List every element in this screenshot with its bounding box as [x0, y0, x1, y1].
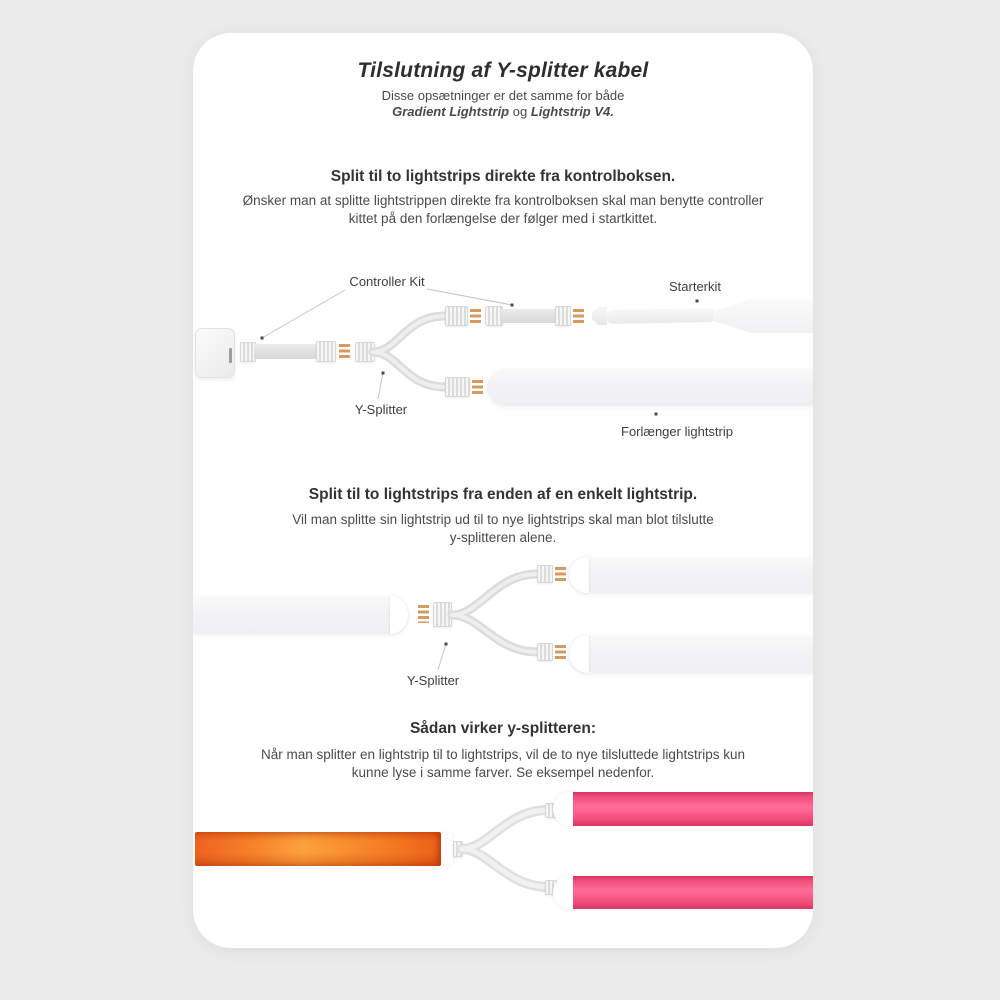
- lightstrip-end-cap: [441, 833, 453, 865]
- section-2-body-line-2: y-splitteren alene.: [449, 529, 557, 545]
- subtitle-line-2: [193, 104, 813, 120]
- connector-pins: [472, 380, 483, 395]
- controller-box-slot: [229, 348, 232, 363]
- connector-pins: [555, 645, 566, 659]
- section-3-heading: Sådan virker y-splitteren:: [409, 720, 597, 737]
- subtitle-product-1: Gradient Lightstrip: [392, 103, 510, 119]
- section-1-body: [193, 192, 813, 227]
- section-3-body-line-2: kunne lyse i samme farver. Se eksempel nedenfor.: [351, 764, 655, 780]
- connector-head: [537, 565, 553, 583]
- lightstrip-end-cap: [390, 596, 408, 634]
- lightstrip-end-cap: [569, 557, 589, 593]
- section-2-body: [193, 511, 813, 546]
- connector-pins: [573, 309, 584, 324]
- pink-lightstrip-bottom: [573, 876, 813, 909]
- connector-head: [445, 377, 470, 397]
- instruction-card: [193, 33, 813, 948]
- connector-pins: [339, 344, 350, 360]
- connector-pins: [418, 605, 429, 623]
- subtitle-line-1: Disse opsætninger er det samme for både: [381, 88, 625, 103]
- extension-lightstrip: [487, 368, 813, 406]
- section-3-body: [193, 746, 813, 781]
- subtitle-connector-word: og: [509, 103, 531, 119]
- label-controller-kit: Controller Kit: [349, 274, 425, 289]
- single-lightstrip: [193, 596, 408, 634]
- lightstrip-end-cap: [569, 635, 589, 673]
- section-1-body-line-1: Ønsker man at splitte lightstrippen direkte fra kontrolboksen skal man benytte controller: [242, 193, 764, 208]
- new-lightstrip-bottom: [569, 635, 813, 673]
- connector-head: [316, 341, 336, 362]
- y-splitter-cable: [445, 561, 550, 661]
- orange-lightstrip: [195, 832, 441, 866]
- label-starterkit: Starterkit: [668, 279, 722, 294]
- starterkit-cable: [606, 308, 716, 324]
- label-forlaenger-lightstrip: Forlænger lightstrip: [621, 424, 733, 439]
- label-y-splitter-1: Y-Splitter: [354, 402, 408, 417]
- subtitle-product-2: Lightstrip V4.: [530, 103, 614, 119]
- new-lightstrip-top: [569, 557, 813, 593]
- connector-head: [537, 643, 553, 661]
- lightstrip-end-cap: [553, 876, 575, 909]
- label-y-splitter-2: Y-Splitter: [406, 673, 460, 688]
- connector-head: [555, 306, 571, 326]
- connector-head: [445, 306, 468, 326]
- connector-pins: [555, 567, 566, 581]
- starterkit-plug: [592, 307, 607, 325]
- ribbon-cable: [501, 309, 557, 323]
- page-title: Tilslutning af Y-splitter kabel: [357, 59, 649, 82]
- section-1-body-line-2: kittet på den forlængelse der følger med i startkittet.: [348, 210, 658, 226]
- page-subtitle: [193, 88, 813, 119]
- y-splitter-cable: [458, 795, 558, 895]
- section-3-body-line-1: Når man splitter en lightstrip til to lightstrips, vil de to nye tilsluttede lightstrips kun: [261, 747, 745, 762]
- starterkit-lightstrip: [713, 299, 813, 333]
- ribbon-cable: [254, 344, 316, 359]
- section-2-body-line-1: Vil man splitte sin lightstrip ud til to nye lightstrips skal man blot tilslutte: [292, 512, 714, 527]
- connector-pins: [470, 309, 481, 324]
- pink-lightstrip-top: [573, 792, 813, 826]
- section-2-heading: Split til to lightstrips fra enden af en enkelt lightstrip.: [308, 486, 698, 503]
- section-1-heading: Split til to lightstrips direkte fra kontrolboksen.: [330, 168, 676, 185]
